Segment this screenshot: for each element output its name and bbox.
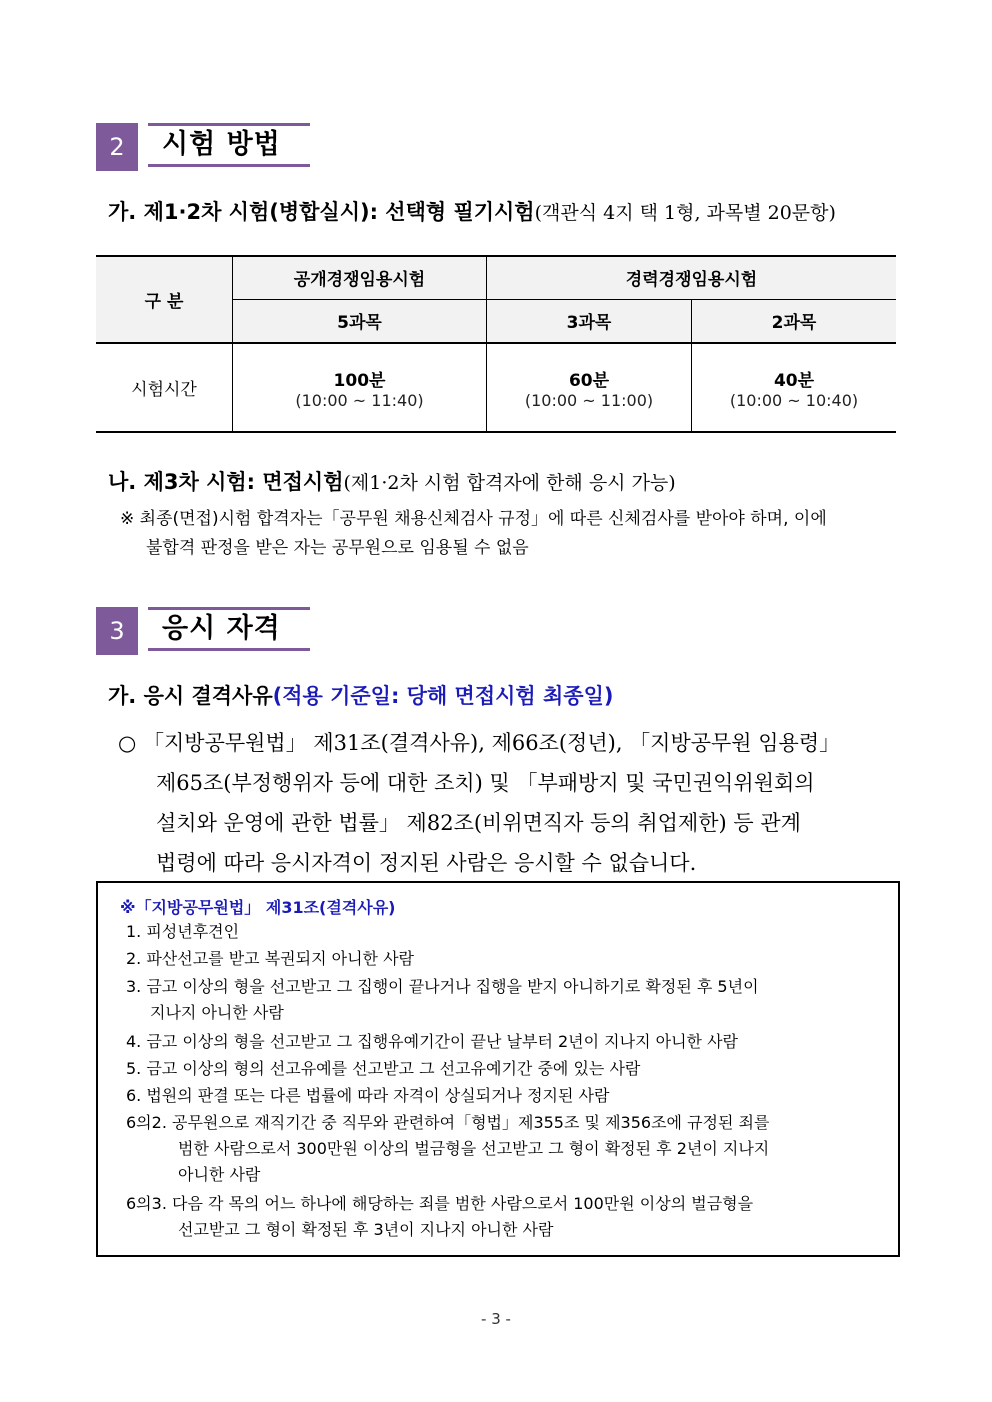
list-item: 1. 피성년후견인 [126,922,240,941]
cell-time-2: 40분 (10:00 ~ 10:40) [692,343,897,432]
section-number: 3 [96,607,138,655]
list-item: 2. 파산선고를 받고 복권되지 아니한 사람 [126,949,414,968]
section-title: 응시 자격 [148,607,310,651]
list-item: 5. 금고 이상의 형의 선고유예를 선고받고 그 선고유예기간 중에 있는 사람 [126,1059,641,1078]
subheading-disqualification: 가. 응시 결격사유(적용 기준일: 당해 면접시험 최종일) [108,684,614,708]
list-item-cont: 범한 사람으로서 300만원 이상의 벌금형을 선고받고 그 형이 확정된 후 2년이 지나지 [178,1139,770,1158]
list-item: 3. 금고 이상의 형을 선고받고 그 집행이 끝나거나 집행을 받지 아니하기로 확정된 후 5년이 [126,977,759,996]
section-heading-2 [96,123,310,171]
header-gubun: 구 분 [96,256,233,343]
list-item-cont: 아니한 사람 [178,1165,261,1184]
box-title: ※「지방공무원법」 제31조(결격사유) [120,898,396,917]
list-item: 6. 법원의 판결 또는 다른 법률에 따라 자격이 상실되거나 정지된 사람 [126,1086,610,1105]
list-item-cont: 선고받고 그 형이 확정된 후 3년이 지나지 아니한 사람 [178,1220,554,1239]
header-subjects-3: 3과목 [487,299,692,343]
subheading-written-exam: 가. 제1·2차 시험(병합실시): 선택형 필기시험(객관식 4지 택 1형, 과목별 20문항) [108,200,836,224]
section-title: 시험 방법 [148,123,310,167]
list-item-cont: 지나지 아니한 사람 [150,1003,284,1022]
list-item: 4. 금고 이상의 형을 선고받고 그 집행유예기간이 끝난 날부터 2년이 지나지 아니한 사람 [126,1032,738,1051]
disqualification-box [96,881,900,1257]
cell-time-3: 60분 (10:00 ~ 11:00) [487,343,692,432]
list-item: 6의3. 다음 각 목의 어느 하나에 해당하는 죄를 범한 사람으로서 100만원 이상의 벌금형을 [126,1194,754,1213]
subheading-criteria: (적용 기준일: 당해 면접시험 최종일) [272,684,614,708]
note-physical-exam: ※ 최종(면접)시험 합격자는「공무원 채용신체검사 규정」에 따른 신체검사를 받아야 하며, 이에 불합격 판정을 받은 자는 공무원으로 임용될 수 없음 [120,509,827,558]
section-number: 2 [96,123,138,171]
section-heading-3 [96,607,310,655]
exam-table [96,255,896,433]
subheading-bold: 제3차 시험: 면접시험 [143,470,344,494]
list-item: 6의2. 공무원으로 재직기간 중 직무와 관련하여「형법」제355조 및 제356조에 규정된 죄를 [126,1113,770,1132]
cell-time-5: 100분 (10:00 ~ 11:40) [233,343,487,432]
header-open-competition: 공개경쟁임용시험 [233,256,487,299]
page-number: - 3 - [481,1310,511,1328]
subheading-detail: (객관식 4지 택 1형, 과목별 20문항) [534,202,836,224]
header-career-competition: 경력경쟁임용시험 [487,256,897,299]
header-subjects-5: 5과목 [233,299,487,343]
subheading-detail: (제1·2차 시험 합격자에 한해 응시 가능) [343,472,676,494]
subheading-bold: 제1·2차 시험(병합실시): 선택형 필기시험 [143,200,535,224]
header-subjects-2: 2과목 [692,299,897,343]
row-label-exam-time: 시험시간 [96,343,233,432]
subheading-interview-exam: 나. 제3차 시험: 면접시험(제1·2차 시험 합격자에 한해 응시 가능) [108,470,676,494]
disqualification-paragraph: ○ 「지방공무원법」 제31조(결격사유), 제66조(정년), 「지방공무원 임용령」 제65조(부정행위자 등에 대한 조치) 및 「부패방지 및 국민권익위원회의 설치와 운영에 관한 법률」 제82조(비위면직자 등의 취업제한) 등 관계 법령에 따라 응시자격이 정지된 사람은 응시할 수 없습니다. [118,731,841,875]
